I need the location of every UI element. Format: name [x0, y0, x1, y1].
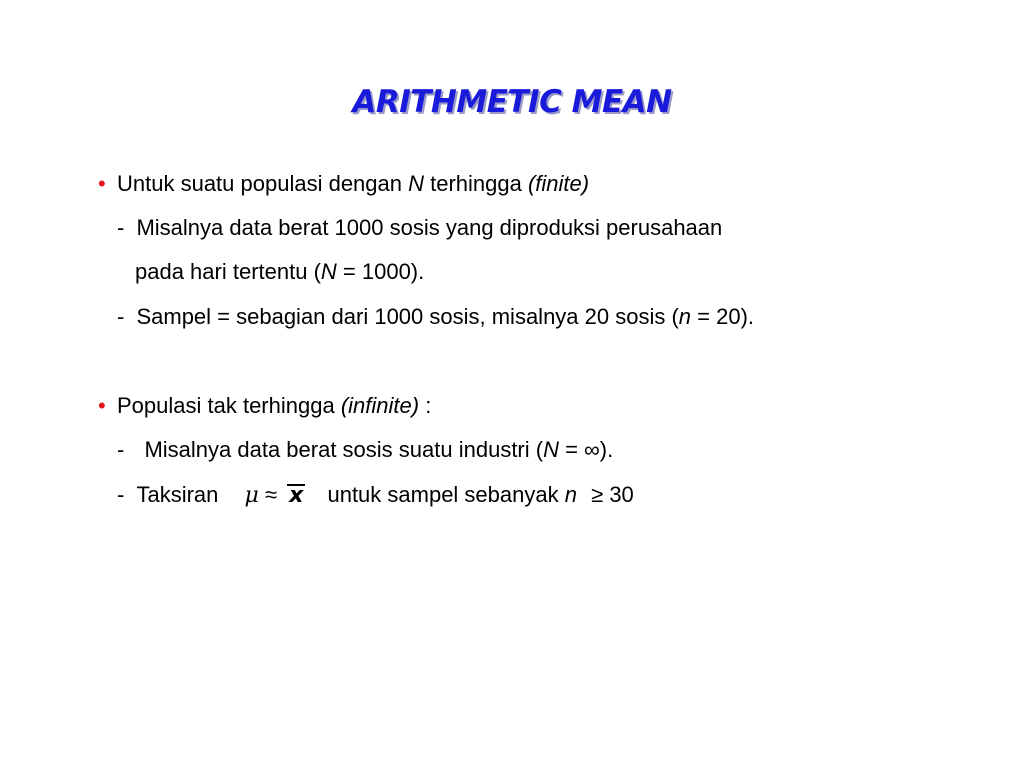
slide-title: ARITHMETIC MEAN	[352, 84, 672, 120]
mu-symbol: μ	[244, 483, 259, 508]
ge-symbol: ≥	[591, 482, 604, 507]
approx-symbol: ≈	[264, 482, 278, 507]
section1-heading: Untuk suatu populasi dengan N terhingga (finite)	[117, 171, 590, 196]
section2-heading: Populasi tak terhingga (infinite) :	[117, 393, 432, 418]
section2-item-1: - Misalnya data berat sosis suatu industri (N = ∞).	[117, 437, 614, 462]
section2-item-2: - Taksiran μ ≈ x untuk sampel sebanyak n ≥ 30	[117, 482, 634, 508]
x-bar-symbol: x	[289, 483, 304, 508]
bullet-icon: •	[98, 393, 106, 418]
bullet-icon: •	[98, 171, 106, 196]
section1-item-2: - Sampel = sebagian dari 1000 sosis, misalnya 20 sosis (n = 20).	[117, 304, 755, 329]
section1-item-1: - Misalnya data berat 1000 sosis yang diproduksi perusahaan	[117, 215, 723, 240]
estimator-formula	[245, 481, 306, 510]
section1-item-1-cont: pada hari tertentu (N = 1000).	[135, 259, 425, 284]
